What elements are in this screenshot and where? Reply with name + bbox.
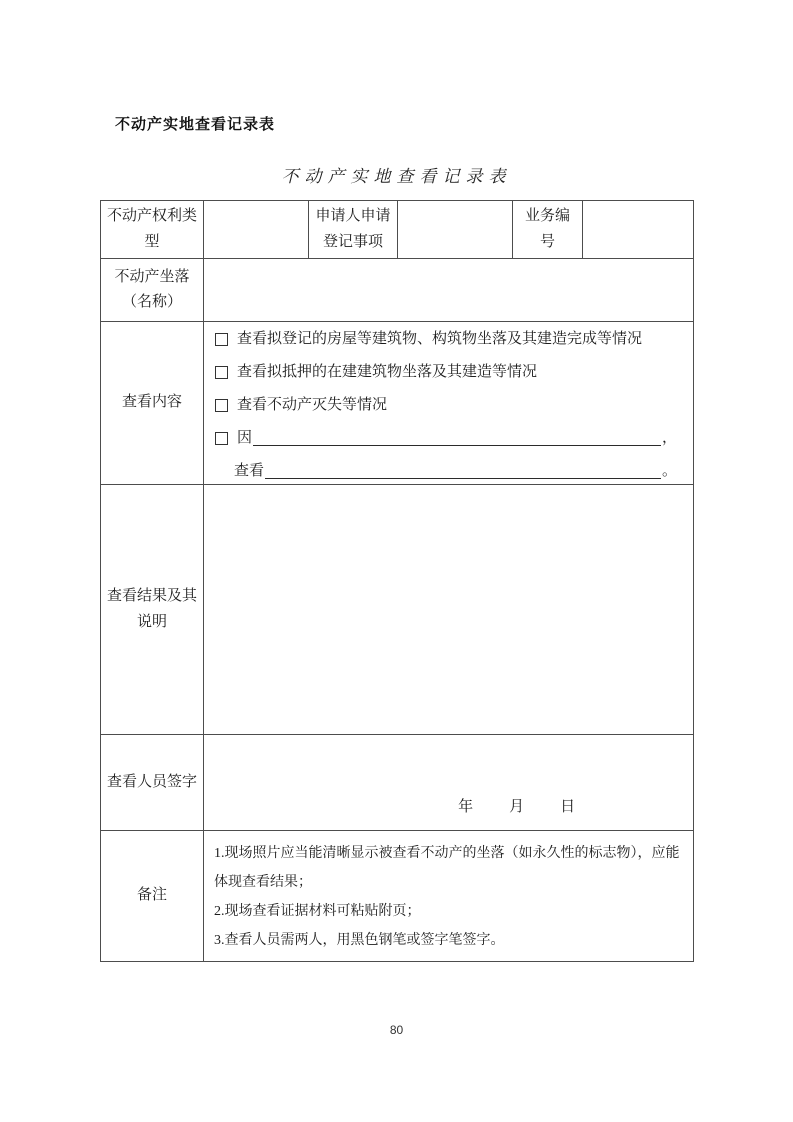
view-period: 。: [661, 463, 677, 479]
content-label: 查看内容: [101, 322, 204, 485]
check-option-row: [213, 397, 677, 413]
inspection-record-table: [100, 200, 694, 962]
table-row: [101, 322, 694, 485]
check-option-row: [213, 364, 677, 380]
table-row: [101, 735, 694, 831]
checkbox-icon[interactable]: [215, 333, 228, 346]
document-heading: 不动产实地查看记录表: [115, 116, 276, 133]
location-label: 不动产坐落（名称）: [101, 259, 204, 322]
reason-prefix: 因: [237, 430, 253, 446]
view-prefix: 查看: [234, 463, 265, 479]
right-type-value-cell[interactable]: [204, 201, 309, 259]
reason-blank-line[interactable]: [253, 432, 661, 446]
calligraphy-title: 不动产实地查看记录表: [281, 167, 512, 186]
signature-cell[interactable]: [204, 735, 694, 831]
checkbox-icon[interactable]: [215, 366, 228, 379]
right-type-label: 不动产权利类型: [101, 201, 204, 259]
table-row: [101, 831, 694, 962]
remarks-label: 备注: [101, 831, 204, 962]
result-value-cell[interactable]: [204, 485, 694, 735]
table-row: [101, 485, 694, 735]
option-label: 查看不动产灭失等情况: [237, 397, 388, 413]
view-fill-row: [234, 463, 677, 479]
remark-note: 3.查看人员需两人，用黑色钢笔或签字笔签字。: [214, 933, 505, 948]
location-value-cell[interactable]: [204, 259, 694, 322]
business-no-value-cell[interactable]: [583, 201, 694, 259]
remark-note: 1.现场照片应当能清晰显示被查看不动产的坐落（如永久性的标志物），应能体现查看结果；: [214, 846, 680, 890]
table-row: [101, 201, 694, 259]
check-option-row: [213, 331, 677, 347]
signature-label: 查看人员签字: [101, 735, 204, 831]
date-line: 年 月 日: [458, 799, 578, 815]
applicant-items-label: 申请人申请登记事项: [309, 201, 398, 259]
view-blank-line[interactable]: [265, 465, 661, 479]
content-options-cell: [204, 322, 694, 485]
reason-comma: ，: [661, 430, 677, 446]
option-label: 查看拟登记的房屋等建筑物、构筑物坐落及其建造完成等情况: [237, 331, 643, 347]
checkbox-icon[interactable]: [215, 432, 228, 445]
business-no-label: 业务编号: [513, 201, 583, 259]
reason-fill-row: [237, 430, 677, 446]
option-label: 查看拟抵押的在建建筑物坐落及其建造等情况: [237, 364, 538, 380]
check-option-continuation: [234, 463, 677, 479]
checkbox-icon[interactable]: [215, 399, 228, 412]
table-row: [101, 259, 694, 322]
check-option-row: [213, 430, 677, 446]
remark-note: 2.现场查看证据材料可粘贴附页；: [214, 904, 421, 919]
remarks-cell: [204, 831, 694, 962]
page-number: 80: [389, 1023, 404, 1037]
applicant-items-value-cell[interactable]: [398, 201, 513, 259]
result-label: 查看结果及其说明: [101, 485, 204, 735]
